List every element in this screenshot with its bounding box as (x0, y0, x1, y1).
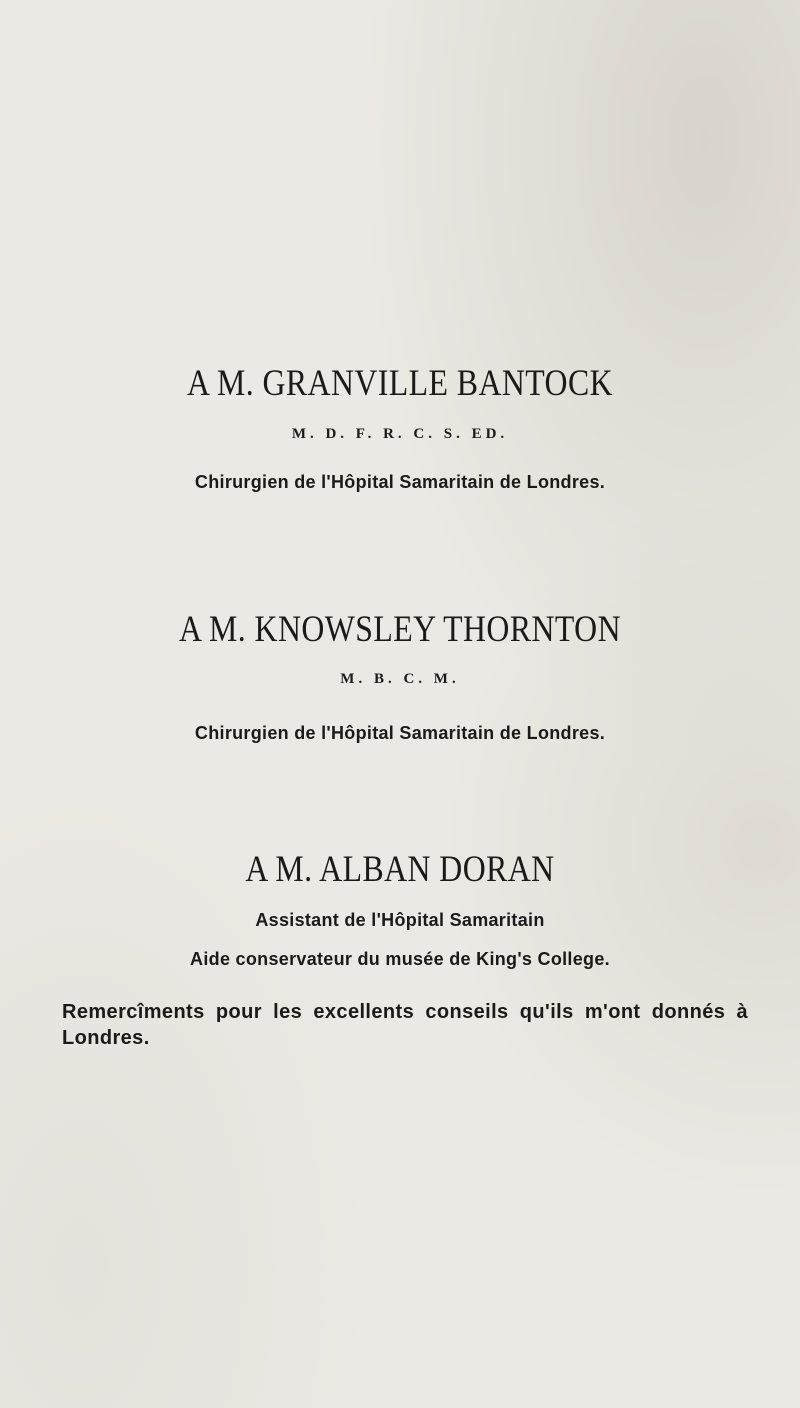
dedication-title-1: Chirurgien de l'Hôpital Samaritain de Londres. (194, 472, 606, 492)
dedication-degrees-1: M. D. F. R. C. S. ED. (291, 426, 509, 442)
dedication-degrees-2: M. B. C. M. (340, 671, 460, 687)
acknowledgement-paragraph: Remercîments pour les excellents conseils qu'ils m'ont donnés à Londres. (62, 1001, 748, 1049)
dedication-title-2: Chirurgien de l'Hôpital Samaritain de Londres. (194, 723, 606, 743)
dedication-name-2: A M. KNOWSLEY THORNTON (179, 609, 621, 650)
dedication-title-3b: Aide conservateur du musée de King's College. (190, 949, 610, 969)
dedication-title-3a: Assistant de l'Hôpital Samaritain (255, 910, 545, 930)
dedication-name-1: A M. GRANVILLE BANTOCK (186, 363, 614, 404)
dedication-name-3: A M. ALBAN DORAN (245, 849, 555, 890)
